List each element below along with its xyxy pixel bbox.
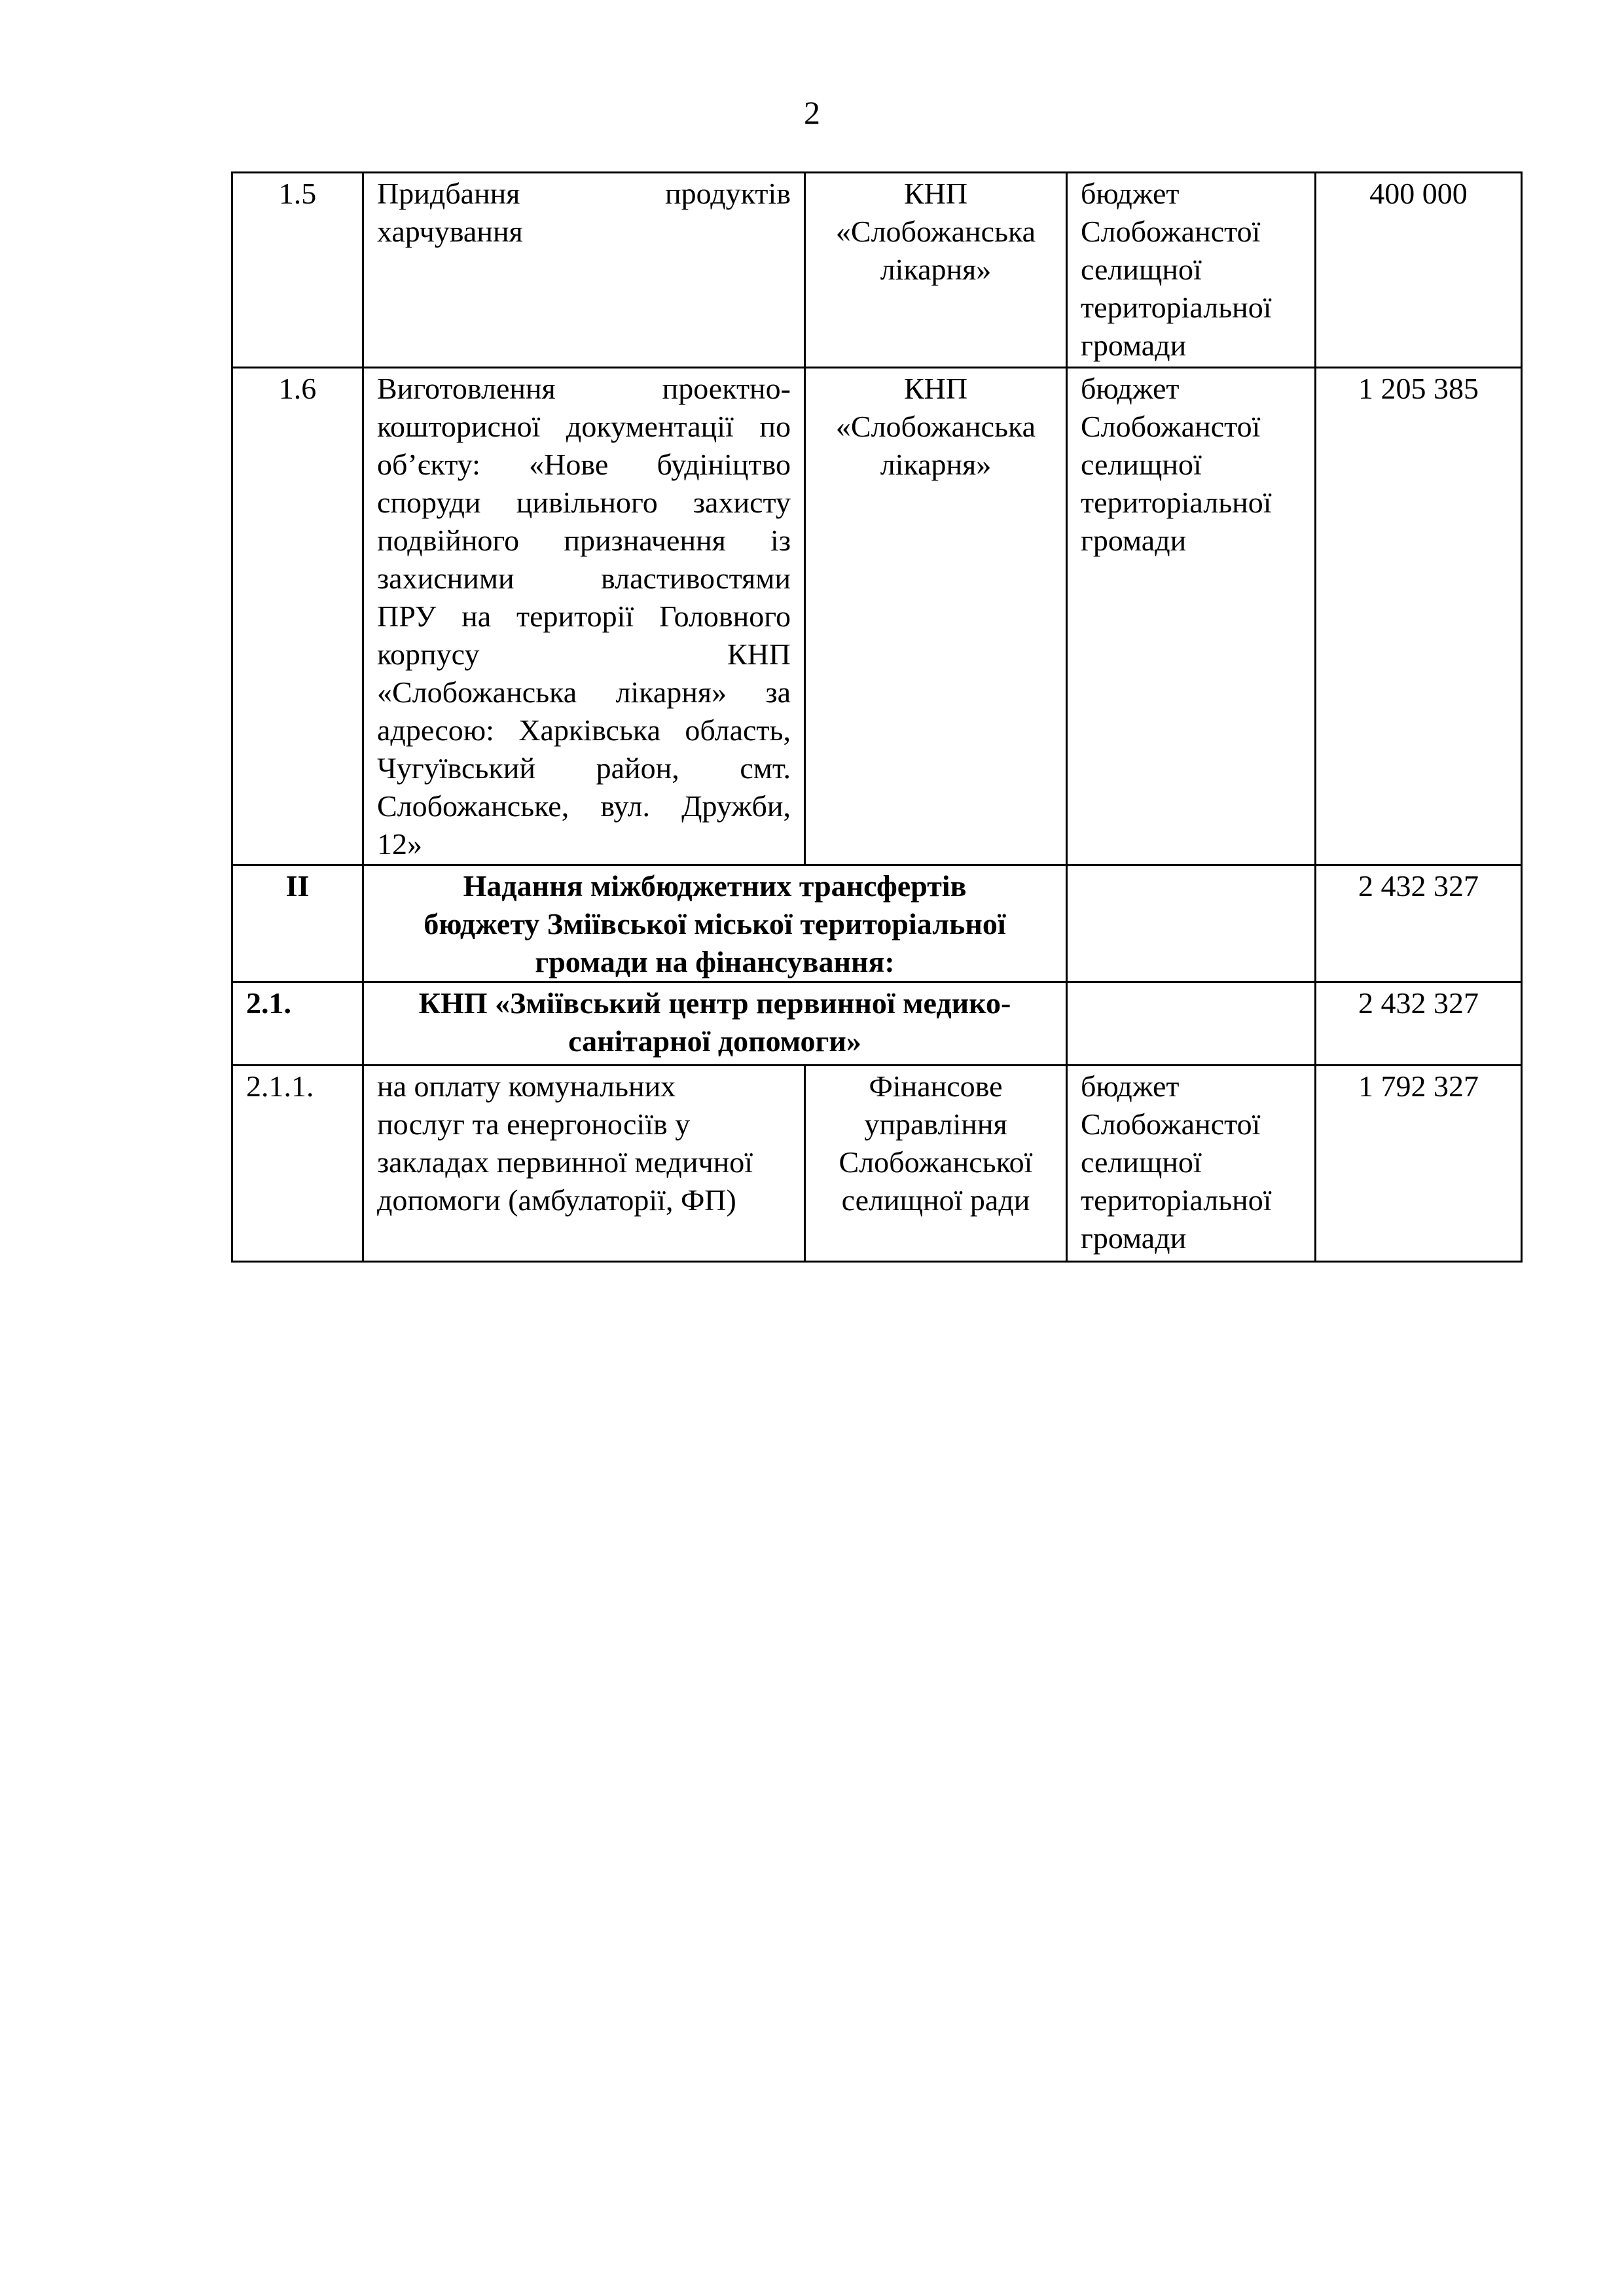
amount-cell (1316, 173, 1522, 368)
description-line: «Слобожанська лікарня» за (377, 675, 791, 709)
executor-line: КНП (903, 177, 968, 210)
source-line: територіальної (1081, 291, 1272, 324)
amount-cell (1316, 982, 1522, 1066)
amount-cell (1316, 865, 1522, 982)
section-heading-line: громади на фінансування: (535, 945, 895, 978)
page-number: 2 (804, 94, 820, 131)
source-cell (1067, 865, 1316, 982)
row-number: II (285, 869, 310, 903)
description-line: харчування (377, 215, 523, 248)
description-cell (363, 1066, 805, 1262)
table-row (232, 865, 1522, 982)
description-line: Придбання продуктів (377, 177, 791, 210)
source-cell (1067, 982, 1316, 1066)
executor-line: лікарня» (880, 448, 992, 481)
row-number-cell (232, 1066, 363, 1262)
source-cell (1067, 173, 1316, 368)
source-line: територіальної (1081, 1183, 1272, 1217)
table-row (232, 173, 1522, 368)
executor-line: «Слобожанська (835, 215, 1036, 248)
row-number: 1.6 (278, 372, 317, 405)
amount: 1 792 327 (1358, 1069, 1479, 1103)
executor-line: лікарня» (880, 253, 992, 286)
executor-cell (805, 1066, 1067, 1262)
executor-line: Фінансове (869, 1069, 1003, 1103)
source-line: громади (1081, 1221, 1187, 1255)
description-line: ПРУ на території Головного (377, 600, 791, 633)
row-number-cell (232, 865, 363, 982)
description-line: захисними властивостями (377, 562, 791, 595)
description-cell (363, 368, 805, 865)
description-line: кошторисної документації по (377, 410, 791, 443)
description-line: закладах первинної медичної (377, 1145, 753, 1179)
amount: 2 432 327 (1358, 869, 1479, 903)
row-number: 2.1. (246, 986, 291, 1020)
amount-cell (1316, 368, 1522, 865)
description-line: допомоги (амбулаторії, ФП) (377, 1183, 736, 1217)
description-line: об’єкту: «Нове будініцтво (377, 448, 791, 481)
description-cell (363, 173, 805, 368)
budget-table (231, 171, 1523, 1263)
section-heading-cell (363, 865, 1067, 982)
description-line: корпусу КНП (377, 637, 791, 671)
amount: 400 000 (1369, 177, 1468, 210)
description-line: споруди цивільного захисту (377, 486, 791, 519)
source-line: бюджет (1081, 372, 1180, 405)
executor-line: селищної ради (841, 1183, 1030, 1217)
row-number-cell (232, 173, 363, 368)
executor-line: управління (864, 1107, 1007, 1141)
description-line: на оплату комунальних (377, 1069, 676, 1103)
source-line: Слобожанстої (1081, 215, 1261, 248)
executor-line: КНП (903, 372, 968, 405)
amount: 1 205 385 (1358, 372, 1479, 405)
section-heading-line: бюджету Зміївської міської територіальної (424, 907, 1006, 941)
source-line: бюджет (1081, 177, 1180, 210)
description-line: 12» (377, 827, 422, 861)
amount: 2 432 327 (1358, 986, 1479, 1020)
executor-line: Слобожанської (839, 1145, 1033, 1179)
subsection-heading-cell (363, 982, 1067, 1066)
executor-line: «Слобожанська (835, 410, 1036, 443)
description-line: адресою: Харківська область, (377, 713, 791, 747)
row-number-cell (232, 368, 363, 865)
section-heading-line: Надання міжбюджетних трансфертів (463, 869, 967, 903)
description-line: Чугуївський район, смт. (377, 751, 791, 785)
description-line: Виготовлення проектно- (377, 372, 791, 405)
source-line: територіальної (1081, 486, 1272, 519)
subsection-heading-line: КНП «Зміївський центр первинної медико- (418, 986, 1011, 1020)
executor-cell (805, 173, 1067, 368)
row-number: 2.1.1. (246, 1069, 314, 1103)
source-line: Слобожанстої (1081, 1107, 1261, 1141)
source-line: Слобожанстої (1081, 410, 1261, 443)
source-line: громади (1081, 329, 1187, 362)
source-cell (1067, 1066, 1316, 1262)
source-line: селищної (1081, 253, 1202, 286)
source-line: селищної (1081, 1145, 1202, 1179)
description-line: Слобожанське, вул. Дружби, (377, 789, 791, 823)
source-line: селищної (1081, 448, 1202, 481)
table-row (232, 1066, 1522, 1262)
row-number-cell (232, 982, 363, 1066)
table-row (232, 982, 1522, 1066)
row-number: 1.5 (278, 177, 317, 210)
subsection-heading-line: санітарної допомоги» (568, 1024, 861, 1058)
source-cell (1067, 368, 1316, 865)
table-row (232, 368, 1522, 865)
description-line: послуг та енергоносіїв у (377, 1107, 691, 1141)
source-line: бюджет (1081, 1069, 1180, 1103)
description-line: подвійного призначення із (377, 524, 791, 557)
amount-cell (1316, 1066, 1522, 1262)
source-line: громади (1081, 524, 1187, 557)
executor-cell (805, 368, 1067, 865)
